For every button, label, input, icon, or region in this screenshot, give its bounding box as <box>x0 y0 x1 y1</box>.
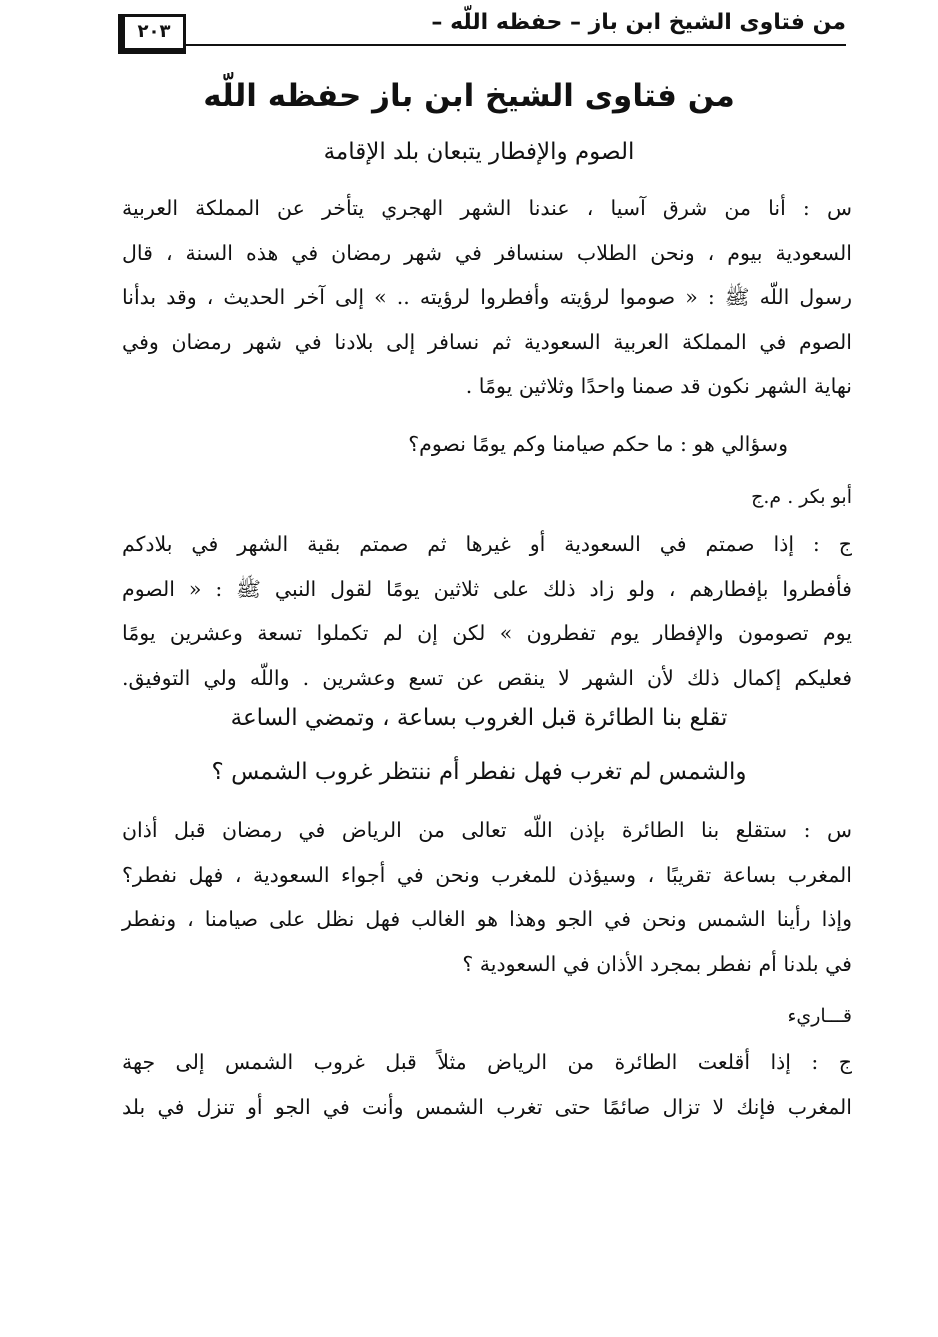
fatwa2-answer <box>122 1040 852 1129</box>
fatwa2-title-line1: تقلع بنا الطائرة قبل الغروب بساعة ، وتمضي الساعة <box>230 705 728 731</box>
fatwa1-question-line: س : أنا من شرق آسيا ، عندنا الشهر الهجري يتأخر عن المملكة العربية <box>122 196 852 220</box>
fatwa1-question-line: رسول اللّه ﷺ : « صوموا لرؤيته وأفطروا لرؤيته .. » إلى آخر الحديث ، وقد بدأنا <box>122 285 852 309</box>
running-header <box>118 6 846 52</box>
fatwa2-title-line2: والشمس لم تغرب فهل نفطر أم ننتظر غروب الشمس ؟ <box>211 759 747 785</box>
header-rule <box>118 44 846 46</box>
fatwa1-question-line: السعودية بيوم ، ونحن الطلاب سنسافر في شهر رمضان في هذه السنة ، قال <box>122 240 852 265</box>
page-number: ٢٠٣ <box>118 14 186 54</box>
fatwa1-answer <box>122 522 852 700</box>
fatwa1-question-tail: وسؤالي هو : ما حكم صيامنا وكم يومًا نصوم؟ <box>408 432 788 456</box>
fatwa2-question <box>122 808 852 986</box>
fatwa2-question-line: المغرب بساعة تقريبًا ، وسيؤذن للمغرب ونحن في أجواء السعودية ، فهل نفطر؟ <box>122 862 852 887</box>
fatwa1-title: الصوم والإفطار يتبعان بلد الإقامة <box>323 139 635 165</box>
fatwa1-question-line: نهاية الشهر نكون قد صمنا واحدًا وثلاثين يومًا . <box>465 374 852 398</box>
fatwa2-question-line: وإذا رأينا الشمس ونحن في الجو وهذا هو الغالب فهل نظل على صيامنا ، ونفطر <box>122 907 852 931</box>
fatwa2-question-line: س : ستقلع بنا الطائرة بإذن اللّه تعالى من الرياض في رمضان قبل أذان <box>122 818 852 842</box>
fatwa1-answer-line: فعليكم إكمال ذلك لأن الشهر لا ينقص عن تسع وعشرين . واللّه ولي التوفيق. <box>122 665 852 690</box>
fatwa1-question <box>122 186 852 409</box>
fatwa1-asker: أبو بكر . م.ج <box>751 486 852 508</box>
section-title: من فتاوى الشيخ ابن باز حفظه اللّه <box>203 78 735 114</box>
running-title: من فتاوى الشيخ ابن باز – حفظه اللّه – <box>431 10 846 35</box>
fatwa1-answer-line: ج : إذا صمتم في السعودية أو غيرها ثم صمتم بقية الشهر في بلادكم <box>122 532 852 556</box>
fatwa2-answer-line: المغرب فإنك لا تزال صائمًا حتى تغرب الشمس وأنت في الجو أو تنزل في بلد <box>122 1094 852 1119</box>
fatwa1-answer-line: فأفطروا بإفطارهم ، ولو زاد ذلك على ثلاثين يومًا لقول النبي ﷺ : « الصوم <box>122 576 852 601</box>
fatwa2-question-line: في بلدنا أم نفطر بمجرد الأذان في السعودية ؟ <box>462 951 852 976</box>
fatwa2-answer-line: ج : إذا أقلعت الطائرة من الرياض مثلاً قبل غروب الشمس إلى جهة <box>122 1050 852 1074</box>
fatwa1-answer-line: يوم تصومون والإفطار يوم تفطرون » لكن إن لم تكملوا تسعة وعشرين يومًا <box>122 621 852 645</box>
fatwa1-question-line: الصوم في المملكة العربية السعودية ثم نسافر إلى بلادنا في شهر رمضان وفي <box>122 329 852 354</box>
fatwa2-asker: قـــاريء <box>787 1005 852 1027</box>
